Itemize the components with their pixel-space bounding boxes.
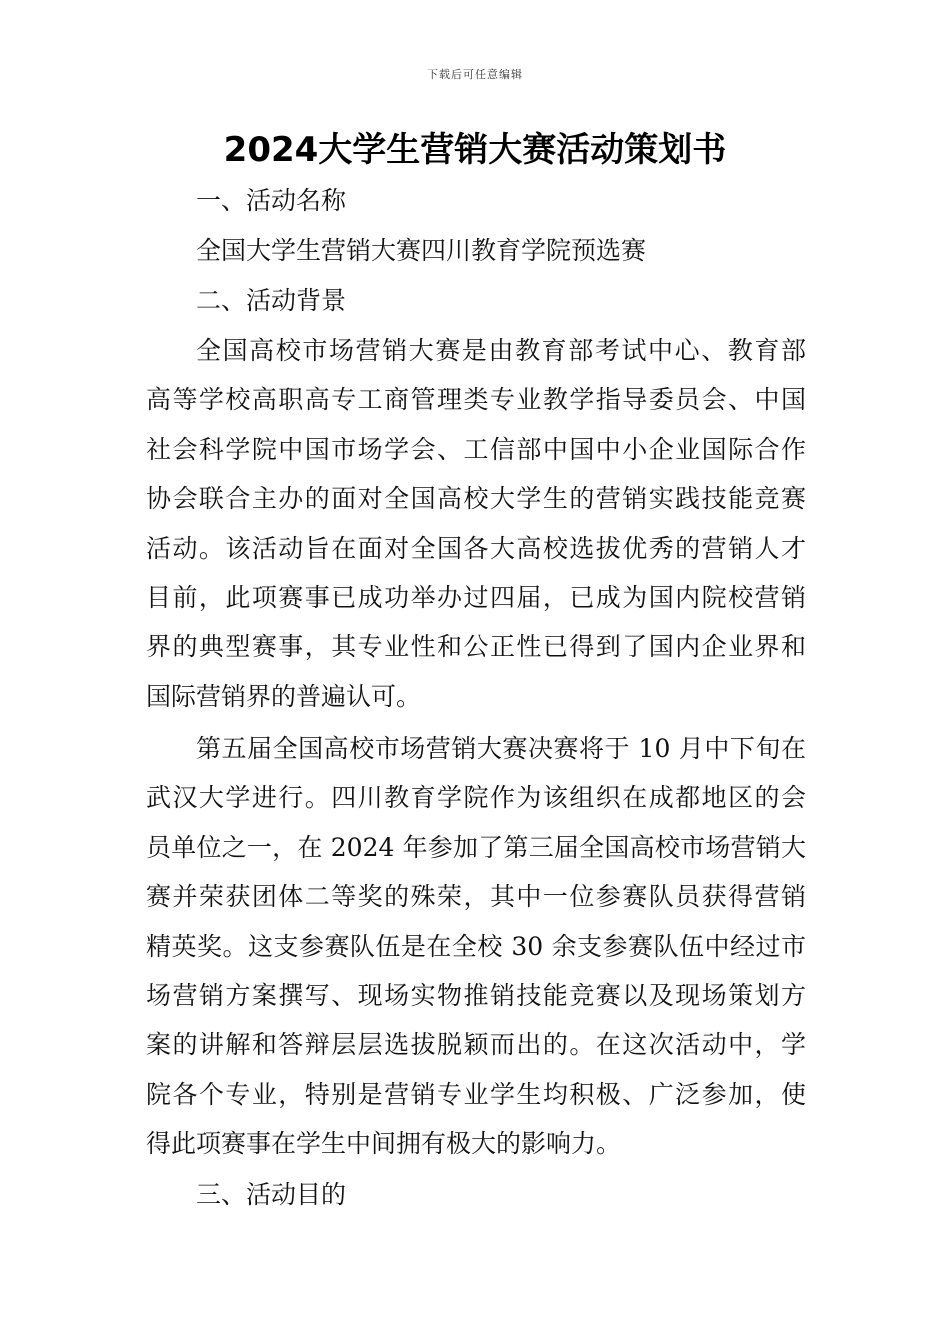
paragraph-line: 精英奖。这支参赛队伍是在全校 30 余支参赛队伍中经过市 (146, 931, 806, 961)
document-title: 2024大学生营销大赛活动策划书 (223, 130, 727, 170)
paragraph-line: 场营销方案撰写、现场实物推销技能竞赛以及现场策划方 (146, 980, 806, 1010)
paragraph-line: 活动。该活动旨在面对全国各大高校选拔优秀的营销人才 (146, 533, 806, 563)
paragraph-line: 武汉大学进行。四川教育学院作为该组织在成都地区的会 (146, 783, 806, 813)
paragraph-line: 员单位之一，在 2024 年参加了第三届全国高校市场营销大 (146, 832, 806, 862)
paragraph-line: 高等学校高职高专工商管理类专业教学指导委员会、中国 (146, 385, 806, 415)
paragraph-line: 社会科学院中国市场学会、工信部中国中小企业国际合作 (146, 434, 806, 464)
paragraph-line: 目前，此项赛事已成功举办过四届，已成为国内院校营销 (146, 582, 806, 612)
section-heading-3: 三、活动目的 (196, 1180, 347, 1209)
paragraph-line: 全国高校市场营销大赛是由教育部考试中心、教育部 (196, 336, 806, 365)
activity-name-text: 全国大学生营销大赛四川教育学院预选赛 (196, 236, 647, 265)
paragraph-line: 赛并荣获团体二等奖的殊荣，其中一位参赛队员获得营销 (146, 882, 806, 912)
paragraph-line: 协会联合主办的面对全国高校大学生的营销实践技能竞赛 (146, 484, 806, 514)
header-note: 下载后可任意编辑 (427, 68, 523, 81)
section-heading-2: 二、活动背景 (196, 286, 347, 315)
background-paragraph-2 (146, 734, 806, 1179)
paragraph-line: 国际营销界的普遍认可。 (146, 681, 422, 711)
paragraph-line: 案的讲解和答辩层层选拔脱颖而出的。在这次活动中，学 (146, 1030, 806, 1060)
paragraph-line: 得此项赛事在学生中间拥有极大的影响力。 (146, 1129, 622, 1159)
paragraph-line: 界的典型赛事，其专业性和公正性已得到了国内企业界和 (146, 632, 806, 662)
paragraph-line: 院各个专业，特别是营销专业学生均积极、广泛参加，使 (146, 1079, 806, 1109)
paragraph-line: 第五届全国高校市场营销大赛决赛将于 10 月中下旬在 (196, 734, 806, 763)
section-heading-1: 一、活动名称 (196, 186, 347, 215)
background-paragraph-1 (146, 336, 806, 731)
